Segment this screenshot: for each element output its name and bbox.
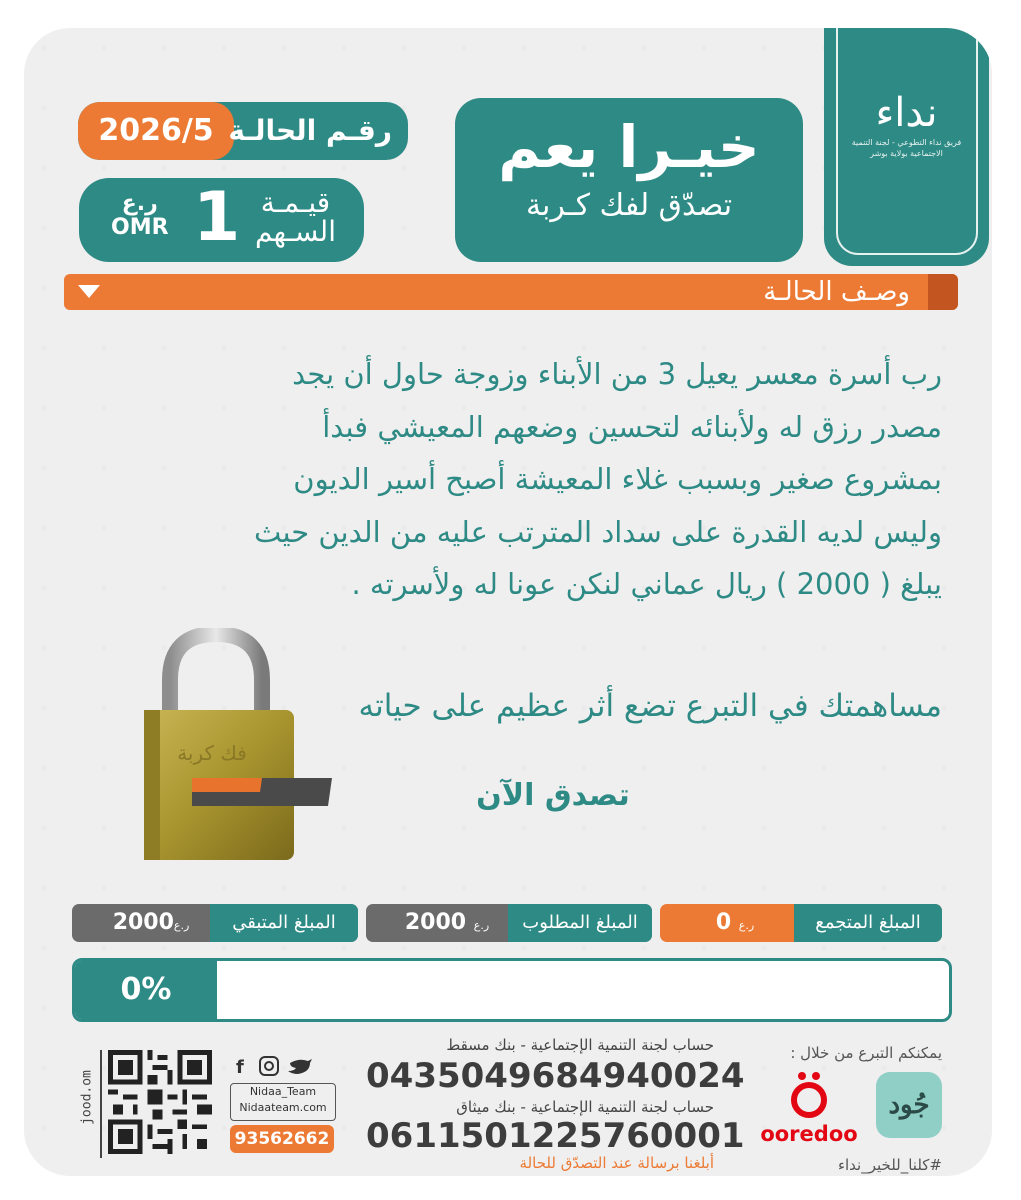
chevron-down-icon[interactable] — [78, 285, 100, 298]
collected-number: 0 — [715, 910, 732, 935]
section-title: وصـف الحالـة — [763, 277, 910, 307]
required-label: المبلغ المطلوب — [508, 904, 652, 942]
bank1 — [366, 1036, 714, 1054]
bank2 — [366, 1098, 714, 1116]
share-value: 1 — [193, 178, 241, 257]
case-number-value: 2026/5 — [78, 102, 234, 160]
currency-en: OMR — [111, 215, 169, 241]
logo-text: نداء — [875, 90, 938, 136]
jood-logo[interactable]: جُود — [876, 1072, 942, 1138]
section-bar-end — [928, 274, 958, 310]
share-value-badge — [79, 178, 364, 262]
donate-now-link[interactable]: تصدق الآن — [476, 778, 630, 813]
description-line: وليس لديه القدرة على سداد المترتب عليه من الدين حيث — [254, 514, 942, 549]
remaining-amount — [72, 904, 358, 942]
progress-percent: 0% — [75, 961, 217, 1019]
required-currency: ر.ع — [473, 919, 490, 932]
padlock-icon — [132, 628, 342, 868]
campaign-title-box — [455, 98, 803, 262]
bank2-number-wrap — [366, 1116, 745, 1156]
remaining-value — [72, 904, 230, 942]
ooredoo-mark-icon — [754, 1070, 864, 1122]
campaign-title: خيـرا يعم — [498, 113, 760, 181]
bank1-number-wrap — [366, 1056, 745, 1096]
remaining-number: 2000 — [112, 910, 174, 935]
website-text: jood.om — [79, 1070, 95, 1125]
donate-via-label: يمكنكم التبرع من خلال : — [790, 1044, 942, 1062]
required-number: 2000 — [404, 910, 467, 935]
collected-currency: ر.ع — [738, 919, 755, 932]
bank2-number: 0611501225760001 — [366, 1116, 745, 1156]
notify-message: أبلغنا برسالة عند التصدّق للحالة — [519, 1154, 714, 1172]
lock-engraving: فك كربة — [177, 741, 247, 765]
case-description — [92, 348, 942, 611]
case-description-header[interactable] — [64, 274, 958, 310]
description-line: يبلغ ( 2000 ) ريال عماني لنكن عونا له ولأسرته . — [351, 567, 942, 601]
bank2-label: حساب لجنة التنمية الإجتماعية - بنك ميثاق — [456, 1098, 714, 1116]
impact-message: مساهمتك في التبرع تضع أثر عظيم على حياته — [358, 688, 942, 724]
phone-number[interactable]: 93562662 — [230, 1125, 334, 1153]
bank1-label: حساب لجنة التنمية الإجتماعية - بنك مسقط — [446, 1036, 714, 1054]
instagram-icon — [260, 1057, 278, 1075]
campaign-subtitle: تصدّق لفك كـربة — [525, 188, 733, 223]
share-label-line2: السـهم — [254, 215, 336, 249]
bank1-number: 0435049684940024 — [366, 1056, 745, 1096]
collected-value — [660, 904, 810, 942]
ooredoo-logo[interactable] — [754, 1070, 864, 1150]
case-number-badge — [78, 102, 408, 160]
website-vertical[interactable] — [72, 1048, 100, 1160]
twitter-icon — [288, 1059, 312, 1074]
site-url: Nidaateam.com — [239, 1101, 327, 1114]
description-line: رب أسرة معسر يعيل 3 من الأبناء وزوجة حاول أن يجد — [292, 357, 942, 391]
qr-code-icon[interactable] — [108, 1050, 212, 1154]
share-label-line1: قيـمـة — [260, 186, 331, 219]
divider — [100, 1050, 102, 1158]
logo-panel — [824, 28, 989, 266]
social-handle: Nidaa_Team — [249, 1085, 317, 1098]
facebook-icon: f — [236, 1057, 244, 1078]
donation-progress-bar — [72, 958, 952, 1022]
social-icons — [230, 1054, 334, 1078]
nidaa-logo — [844, 90, 969, 159]
required-amount — [366, 904, 652, 942]
hashtag: #كلنا_للخير_نداء — [837, 1156, 942, 1174]
currency-ar: ر.ع — [121, 191, 158, 216]
social-handle-box[interactable] — [230, 1083, 336, 1121]
share-currency — [111, 192, 169, 240]
description-line: بمشروع صغير وبسبب غلاء المعيشة أصبح أسير الديون — [293, 462, 942, 496]
description-line: مصدر رزق له ولأبنائه لتحسين وضعهم المعيشي فبدأ — [322, 409, 942, 444]
remaining-label: المبلغ المتبقي — [210, 904, 358, 942]
ooredoo-name: ooredoo — [760, 1122, 858, 1146]
share-label — [255, 188, 336, 247]
case-card — [24, 28, 992, 1176]
remaining-currency: ر.ع — [173, 919, 190, 932]
collected-amount — [660, 904, 942, 942]
case-number-label: رقـم الحالـة — [228, 114, 392, 147]
required-value — [366, 904, 528, 942]
logo-subtitle: فريق نداء التطوعي - لجنة التنمية الاجتماعية بولاية بوشر — [851, 138, 962, 159]
collected-label: المبلغ المتجمع — [794, 904, 942, 942]
